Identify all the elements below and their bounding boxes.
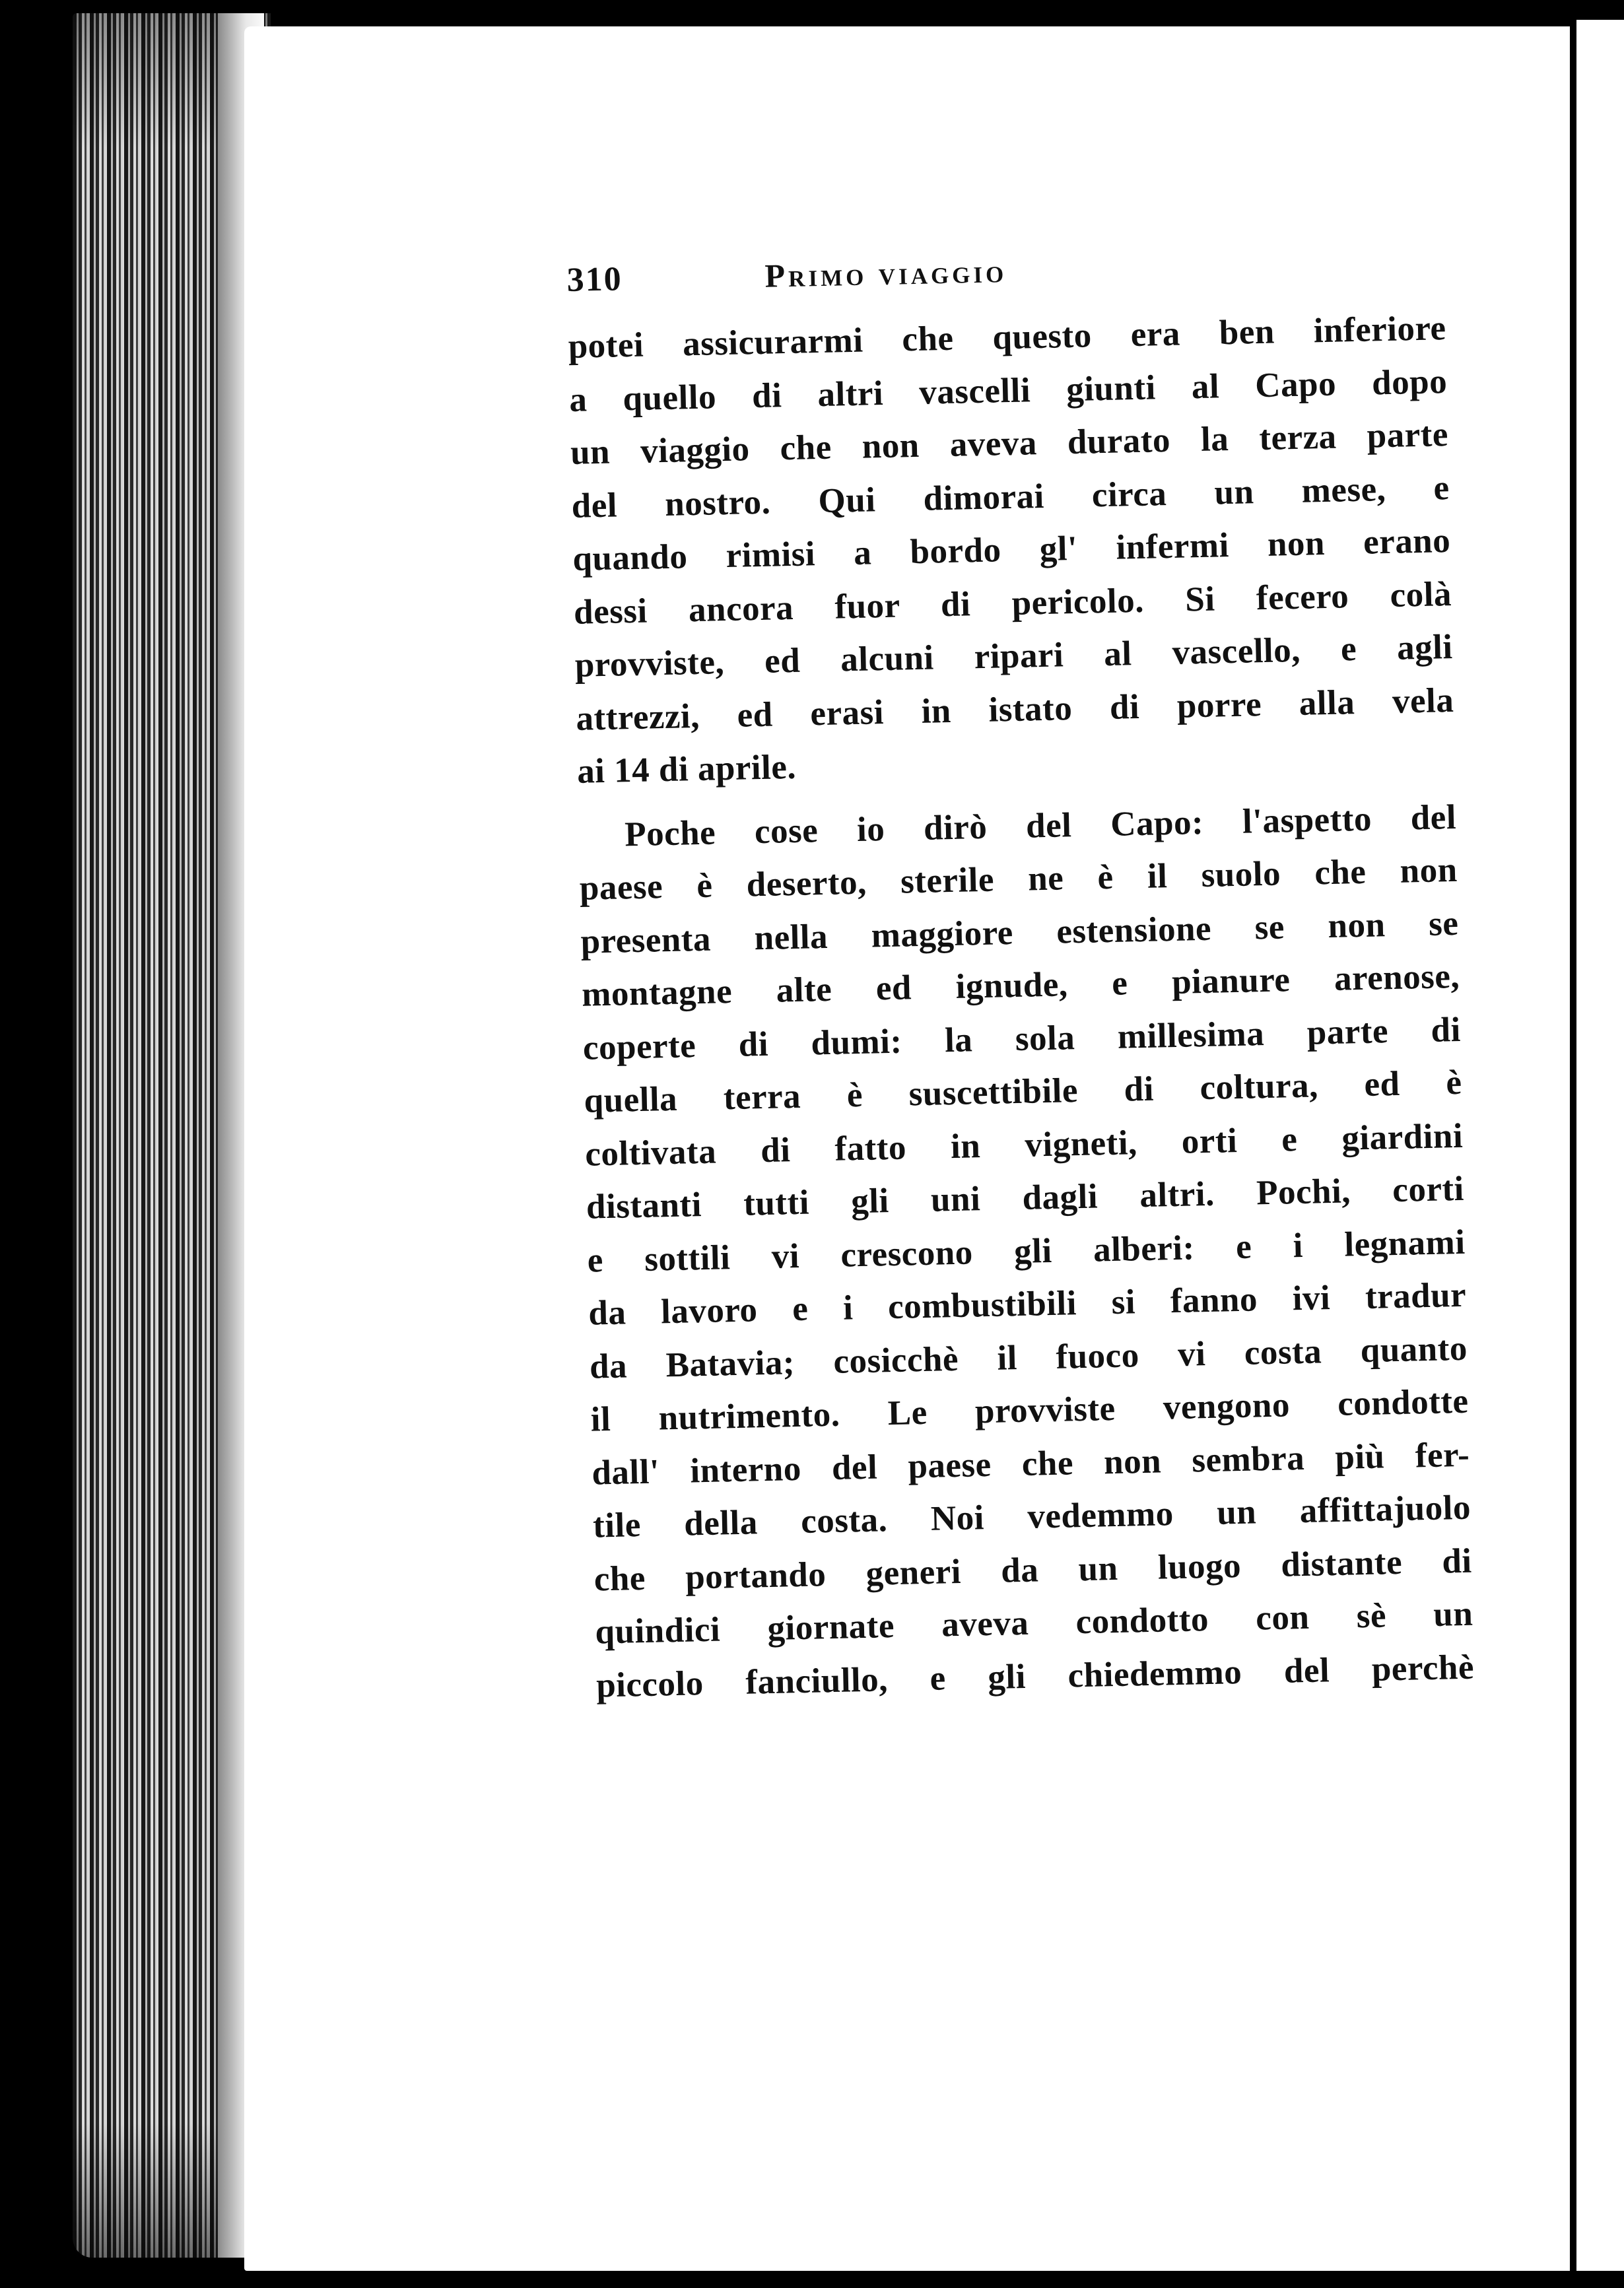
text-line: coperte di dumi: la sola millesima parte di	[582, 1010, 1462, 1067]
text-block	[566, 242, 1475, 1712]
text-line: che portando generi da un luogo distante di	[593, 1541, 1473, 1599]
text-line: quella terra è suscettibile di coltura, ed è	[584, 1063, 1462, 1120]
text-line: paese è deserto, sterile ne è il suolo che non	[579, 850, 1458, 908]
right-page-edge	[1570, 20, 1576, 2271]
text-line: presenta nella maggiore estensione se non se	[580, 904, 1459, 961]
text-line: provviste, ed alcuni ripari al vascello, e agli	[574, 628, 1454, 685]
text-line: distanti tutti gli uni dagli altri. Pochi, corti	[586, 1169, 1465, 1227]
paragraph-1	[568, 302, 1456, 798]
next-page-strip	[1576, 20, 1624, 2271]
text-line: a quello di altri vascelli giunti al Capo dopo	[568, 362, 1448, 419]
text-line: Poche cose io dirò del Capo: l'aspetto del	[624, 797, 1457, 854]
text-line: il nutrimento. Le provviste vengono condotte	[590, 1382, 1470, 1439]
text-line: potei assicurarmi che questo era ben inferiore	[568, 309, 1447, 366]
text-line: quindici giornate aveva condotto con sè un	[594, 1594, 1473, 1652]
text-line: un viaggio che non aveva durato la terza parte	[570, 415, 1449, 472]
running-title: Primo viaggio	[764, 252, 1007, 294]
text-line: del nostro. Qui dimorai circa un mese, e	[571, 468, 1450, 525]
text-line: ai 14 di aprile.	[576, 747, 797, 791]
text-line: e sottili vi crescono gli alberi: e i legnami	[587, 1223, 1466, 1280]
text-line: attrezzi, ed erasi in istato di porre alla vela	[575, 681, 1454, 738]
text-line: montagne alte ed ignude, e pianure arenose,	[581, 957, 1460, 1014]
text-line: piccolo fanciullo, e gli chiedemmo del perchè	[595, 1648, 1475, 1705]
text-line: da lavoro e i combustibili si fanno ivi tradur	[588, 1275, 1467, 1333]
text-line: tile della costa. Noi vedemmo un affittajuolo	[592, 1488, 1472, 1545]
text-line: dessi ancora fuor di pericolo. Si fecero colà	[573, 574, 1452, 632]
text-line: dall' interno del paese che non sembra più fer-	[591, 1435, 1470, 1493]
text-line: quando rimisi a bordo gl' infermi non erano	[572, 522, 1451, 578]
page-number: 310	[566, 260, 623, 299]
text-line: coltivata di fatto in vigneti, orti e giardini	[584, 1116, 1464, 1174]
text-line: da Batavia; cosicchè il fuoco vi costa quanto	[589, 1329, 1468, 1386]
paragraph-2	[578, 790, 1474, 1712]
